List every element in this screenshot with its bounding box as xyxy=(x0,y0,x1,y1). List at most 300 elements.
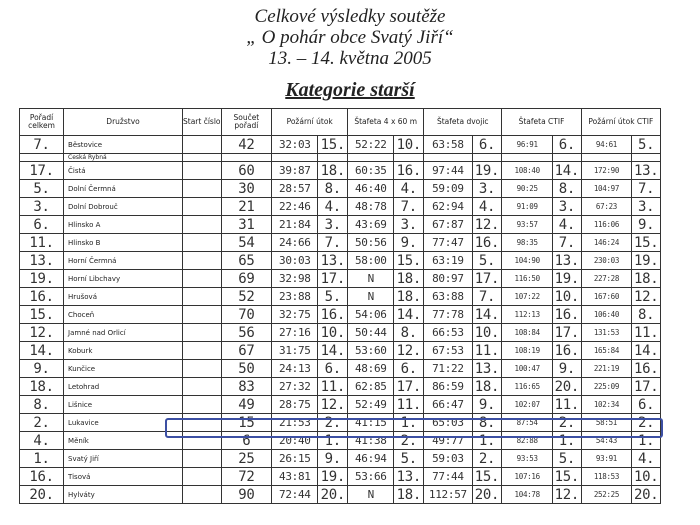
pair-place: 9. xyxy=(472,396,502,414)
sub-blank xyxy=(348,154,394,162)
start-number xyxy=(182,450,221,468)
ctif-attack-place: 15. xyxy=(632,234,661,252)
title-line-2: „ O pohár obce Svatý Jiří“ xyxy=(246,27,454,48)
relay-time: 43:69 xyxy=(348,216,394,234)
ctif-attack-time: 230:03 xyxy=(581,252,632,270)
sum: 49 xyxy=(221,396,272,414)
relay-time: 53:66 xyxy=(348,468,394,486)
relay-time: 52:49 xyxy=(348,396,394,414)
fire-attack-place: 1. xyxy=(318,432,348,450)
fire-attack-place: 9. xyxy=(318,450,348,468)
header-rank: Pořadí celkem xyxy=(20,109,64,136)
pair-time: 59:09 xyxy=(424,180,472,198)
ctif-relay-time: 93:57 xyxy=(502,216,553,234)
team-name: Hlinsko A xyxy=(64,216,183,234)
team-name: Svatý Jiří xyxy=(64,450,183,468)
sum: 15 xyxy=(221,414,272,432)
table-row xyxy=(20,162,661,180)
pair-place: 3. xyxy=(472,180,502,198)
ctif-attack-time: 58:51 xyxy=(581,414,632,432)
ctif-attack-place: 5. xyxy=(632,136,661,154)
rank: 20. xyxy=(20,486,64,504)
table-row xyxy=(20,216,661,234)
relay-place: 7. xyxy=(394,198,424,216)
sub-blank xyxy=(632,154,661,162)
pair-place: 13. xyxy=(472,360,502,378)
ctif-attack-place: 4. xyxy=(632,450,661,468)
relay-place: 5. xyxy=(394,450,424,468)
start-number xyxy=(182,306,221,324)
sub-blank xyxy=(20,154,64,162)
relay-time: 60:35 xyxy=(348,162,394,180)
pair-time: 112:57 xyxy=(424,486,472,504)
start-number xyxy=(182,378,221,396)
sub-blank xyxy=(394,154,424,162)
table-row xyxy=(20,180,661,198)
rank: 9. xyxy=(20,360,64,378)
sum: 50 xyxy=(221,360,272,378)
ctif-relay-place: 17. xyxy=(553,324,582,342)
ctif-attack-time: 104:97 xyxy=(581,180,632,198)
fire-attack-time: 39:87 xyxy=(272,162,318,180)
relay-place: 17. xyxy=(394,378,424,396)
ctif-attack-place: 14. xyxy=(632,342,661,360)
relay-place: 10. xyxy=(394,136,424,154)
ctif-relay-time: 100:47 xyxy=(502,360,553,378)
ctif-relay-time: 112:13 xyxy=(502,306,553,324)
pair-time: 71:22 xyxy=(424,360,472,378)
relay-time: 58:00 xyxy=(348,252,394,270)
table-row xyxy=(20,378,661,396)
sum: 90 xyxy=(221,486,272,504)
ctif-attack-time: 94:61 xyxy=(581,136,632,154)
ctif-relay-time: 108:40 xyxy=(502,162,553,180)
fire-attack-time: 21:84 xyxy=(272,216,318,234)
pair-time: 63:58 xyxy=(424,136,472,154)
relay-place: 18. xyxy=(394,486,424,504)
team-name: Jamné nad Orlicí xyxy=(64,324,183,342)
team-name: Běstovice xyxy=(64,136,183,154)
rank: 8. xyxy=(20,396,64,414)
start-number xyxy=(182,198,221,216)
fire-attack-place: 15. xyxy=(318,136,348,154)
ctif-attack-place: 12. xyxy=(632,288,661,306)
fire-attack-time: 32:03 xyxy=(272,136,318,154)
start-number xyxy=(182,342,221,360)
ctif-attack-place: 11. xyxy=(632,324,661,342)
relay-place: 3. xyxy=(394,216,424,234)
ctif-attack-place: 1. xyxy=(632,432,661,450)
team-name: Kunčice xyxy=(64,360,183,378)
header-pair-relay: Štafeta dvojic xyxy=(424,109,502,136)
pair-time: 59:03 xyxy=(424,450,472,468)
fire-attack-place: 20. xyxy=(318,486,348,504)
title-line-1: Celkové výsledky soutěže xyxy=(254,6,446,27)
start-number xyxy=(182,180,221,198)
pair-place: 14. xyxy=(472,306,502,324)
ctif-relay-time: 98:35 xyxy=(502,234,553,252)
relay-time: 62:85 xyxy=(348,378,394,396)
relay-time: 53:60 xyxy=(348,342,394,360)
ctif-relay-place: 15. xyxy=(553,468,582,486)
start-number xyxy=(182,234,221,252)
team-name: Hylváty xyxy=(64,486,183,504)
table-row xyxy=(20,432,661,450)
ctif-attack-time: 167:60 xyxy=(581,288,632,306)
table-row xyxy=(20,198,661,216)
pair-time: 67:53 xyxy=(424,342,472,360)
rank: 11. xyxy=(20,234,64,252)
rank: 4. xyxy=(20,432,64,450)
table-row xyxy=(20,234,661,252)
ctif-relay-place: 9. xyxy=(553,360,582,378)
fire-attack-time: 27:32 xyxy=(272,378,318,396)
rank: 5. xyxy=(20,180,64,198)
sum: 31 xyxy=(221,216,272,234)
fire-attack-time: 21:53 xyxy=(272,414,318,432)
ctif-attack-place: 6. xyxy=(632,396,661,414)
sum: 83 xyxy=(221,378,272,396)
fire-attack-place: 17. xyxy=(318,270,348,288)
pair-time: 66:47 xyxy=(424,396,472,414)
fire-attack-time: 23:88 xyxy=(272,288,318,306)
fire-attack-time: 31:75 xyxy=(272,342,318,360)
team-name: Letohrad xyxy=(64,378,183,396)
sub-blank xyxy=(553,154,582,162)
pair-time: 80:97 xyxy=(424,270,472,288)
header-fire-attack: Požární útok xyxy=(272,109,348,136)
start-number xyxy=(182,216,221,234)
ctif-relay-place: 20. xyxy=(553,378,582,396)
pair-place: 5. xyxy=(472,252,502,270)
table-row xyxy=(20,252,661,270)
relay-time: 48:78 xyxy=(348,198,394,216)
header-team: Družstvo xyxy=(64,109,183,136)
fire-attack-time: 24:13 xyxy=(272,360,318,378)
pair-place: 20. xyxy=(472,486,502,504)
sub-label-row xyxy=(20,154,661,162)
ctif-attack-time: 225:09 xyxy=(581,378,632,396)
rank: 18. xyxy=(20,378,64,396)
relay-time: N xyxy=(348,270,394,288)
ctif-relay-place: 10. xyxy=(553,288,582,306)
ctif-attack-place: 19. xyxy=(632,252,661,270)
team-name: Hlinsko B xyxy=(64,234,183,252)
pair-place: 2. xyxy=(472,450,502,468)
team-name: Dolní Dobrouč xyxy=(64,198,183,216)
fire-attack-time: 20:40 xyxy=(272,432,318,450)
header-ctif-relay: Štafeta CTIF xyxy=(502,109,581,136)
pair-time: 63:19 xyxy=(424,252,472,270)
relay-place: 2. xyxy=(394,432,424,450)
ctif-attack-time: 102:34 xyxy=(581,396,632,414)
fire-attack-place: 19. xyxy=(318,468,348,486)
start-number xyxy=(182,252,221,270)
relay-place: 18. xyxy=(394,288,424,306)
relay-place: 13. xyxy=(394,468,424,486)
ctif-relay-place: 16. xyxy=(553,342,582,360)
relay-time: N xyxy=(348,288,394,306)
relay-place: 4. xyxy=(394,180,424,198)
sum: 54 xyxy=(221,234,272,252)
sub-blank xyxy=(221,154,272,162)
relay-time: 48:69 xyxy=(348,360,394,378)
sum: 42 xyxy=(221,136,272,154)
rank: 15. xyxy=(20,306,64,324)
pair-place: 8. xyxy=(472,414,502,432)
fire-attack-place: 6. xyxy=(318,360,348,378)
start-number xyxy=(182,324,221,342)
ctif-attack-time: 93:91 xyxy=(581,450,632,468)
sum: 6 xyxy=(221,432,272,450)
fire-attack-time: 72:44 xyxy=(272,486,318,504)
ctif-relay-place: 8. xyxy=(553,180,582,198)
sum: 21 xyxy=(221,198,272,216)
rank: 16. xyxy=(20,468,64,486)
team-name: Lišnice xyxy=(64,396,183,414)
header-row xyxy=(20,109,661,136)
fire-attack-place: 5. xyxy=(318,288,348,306)
sub-blank xyxy=(318,154,348,162)
relay-time: 41:15 xyxy=(348,414,394,432)
start-number xyxy=(182,432,221,450)
table-row xyxy=(20,270,661,288)
fire-attack-time: 30:03 xyxy=(272,252,318,270)
rank: 6. xyxy=(20,216,64,234)
relay-place: 12. xyxy=(394,342,424,360)
pair-time: 86:59 xyxy=(424,378,472,396)
sub-blank xyxy=(272,154,318,162)
sub-blank xyxy=(502,154,553,162)
relay-place: 6. xyxy=(394,360,424,378)
fire-attack-place: 7. xyxy=(318,234,348,252)
fire-attack-time: 28:75 xyxy=(272,396,318,414)
pair-time: 65:03 xyxy=(424,414,472,432)
ctif-relay-place: 7. xyxy=(553,234,582,252)
ctif-attack-time: 67:23 xyxy=(581,198,632,216)
ctif-attack-time: 116:06 xyxy=(581,216,632,234)
pair-time: 66:53 xyxy=(424,324,472,342)
relay-place: 1. xyxy=(394,414,424,432)
fire-attack-place: 16. xyxy=(318,306,348,324)
relay-place: 9. xyxy=(394,234,424,252)
table-row xyxy=(20,450,661,468)
relay-place: 16. xyxy=(394,162,424,180)
ctif-relay-place: 19. xyxy=(553,270,582,288)
ctif-attack-time: 221:19 xyxy=(581,360,632,378)
relay-place: 18. xyxy=(394,270,424,288)
ctif-attack-place: 3. xyxy=(632,198,661,216)
team-name: Choceň xyxy=(64,306,183,324)
start-number xyxy=(182,396,221,414)
relay-time: 50:56 xyxy=(348,234,394,252)
relay-place: 11. xyxy=(394,396,424,414)
sum: 72 xyxy=(221,468,272,486)
pair-place: 4. xyxy=(472,198,502,216)
ctif-attack-place: 7. xyxy=(632,180,661,198)
pair-place: 7. xyxy=(472,288,502,306)
start-number xyxy=(182,414,221,432)
pair-place: 6. xyxy=(472,136,502,154)
fire-attack-time: 32:75 xyxy=(272,306,318,324)
header-sum: Součet pořadí xyxy=(221,109,272,136)
fire-attack-place: 10. xyxy=(318,324,348,342)
sum: 70 xyxy=(221,306,272,324)
ctif-attack-place: 9. xyxy=(632,216,661,234)
ctif-relay-time: 116:65 xyxy=(502,378,553,396)
ctif-relay-time: 104:90 xyxy=(502,252,553,270)
table-row xyxy=(20,486,661,504)
sum: 25 xyxy=(221,450,272,468)
rank: 17. xyxy=(20,162,64,180)
results-table xyxy=(19,108,661,504)
ctif-relay-time: 116:50 xyxy=(502,270,553,288)
pair-place: 1. xyxy=(472,432,502,450)
pair-place: 10. xyxy=(472,324,502,342)
rank: 16. xyxy=(20,288,64,306)
table-row xyxy=(20,396,661,414)
sum: 30 xyxy=(221,180,272,198)
fire-attack-place: 12. xyxy=(318,396,348,414)
rank: 2. xyxy=(20,414,64,432)
sum: 60 xyxy=(221,162,272,180)
ctif-attack-place: 18. xyxy=(632,270,661,288)
team-name: Horní Čermná xyxy=(64,252,183,270)
ctif-attack-time: 252:25 xyxy=(581,486,632,504)
sum: 65 xyxy=(221,252,272,270)
fire-attack-place: 13. xyxy=(318,252,348,270)
rank: 3. xyxy=(20,198,64,216)
pair-place: 11. xyxy=(472,342,502,360)
ctif-attack-time: 146:24 xyxy=(581,234,632,252)
ctif-attack-place: 17. xyxy=(632,378,661,396)
team-name: Hrušová xyxy=(64,288,183,306)
ctif-attack-time: 118:53 xyxy=(581,468,632,486)
header-start: Start číslo xyxy=(182,109,221,136)
relay-time: 46:40 xyxy=(348,180,394,198)
table-row xyxy=(20,468,661,486)
sum: 69 xyxy=(221,270,272,288)
ctif-attack-time: 172:90 xyxy=(581,162,632,180)
fire-attack-time: 24:66 xyxy=(272,234,318,252)
pair-time: 77:78 xyxy=(424,306,472,324)
sum: 56 xyxy=(221,324,272,342)
relay-time: 52:22 xyxy=(348,136,394,154)
pair-time: 49:77 xyxy=(424,432,472,450)
relay-time: N xyxy=(348,486,394,504)
relay-place: 15. xyxy=(394,252,424,270)
sub-blank xyxy=(472,154,502,162)
ctif-attack-place: 20. xyxy=(632,486,661,504)
ctif-relay-place: 2. xyxy=(553,414,582,432)
ctif-relay-place: 5. xyxy=(553,450,582,468)
pair-place: 17. xyxy=(472,270,502,288)
pair-place: 16. xyxy=(472,234,502,252)
sub-blank xyxy=(581,154,632,162)
rank: 13. xyxy=(20,252,64,270)
category-title: Kategorie starší xyxy=(285,79,415,101)
fire-attack-place: 11. xyxy=(318,378,348,396)
start-number xyxy=(182,486,221,504)
rank: 19. xyxy=(20,270,64,288)
ctif-relay-time: 87:54 xyxy=(502,414,553,432)
ctif-relay-place: 12. xyxy=(553,486,582,504)
ctif-relay-time: 107:16 xyxy=(502,468,553,486)
start-number xyxy=(182,162,221,180)
fire-attack-place: 8. xyxy=(318,180,348,198)
team-name: Horní Libchavy xyxy=(64,270,183,288)
team-name: Měník xyxy=(64,432,183,450)
fire-attack-place: 4. xyxy=(318,198,348,216)
pair-time: 62:94 xyxy=(424,198,472,216)
ctif-relay-place: 3. xyxy=(553,198,582,216)
fire-attack-place: 2. xyxy=(318,414,348,432)
start-number xyxy=(182,360,221,378)
ctif-relay-time: 108:19 xyxy=(502,342,553,360)
ctif-relay-place: 6. xyxy=(553,136,582,154)
rank: 1. xyxy=(20,450,64,468)
fire-attack-time: 32:98 xyxy=(272,270,318,288)
pair-time: 77:47 xyxy=(424,234,472,252)
ctif-relay-time: 82:88 xyxy=(502,432,553,450)
fire-attack-time: 22:46 xyxy=(272,198,318,216)
team-name: Čistá xyxy=(64,162,183,180)
ctif-relay-time: 108:84 xyxy=(502,324,553,342)
fire-attack-time: 26:15 xyxy=(272,450,318,468)
ctif-relay-time: 107:22 xyxy=(502,288,553,306)
ctif-relay-place: 4. xyxy=(553,216,582,234)
pair-time: 97:44 xyxy=(424,162,472,180)
ctif-attack-time: 131:53 xyxy=(581,324,632,342)
ctif-relay-place: 16. xyxy=(553,306,582,324)
ctif-relay-time: 91:09 xyxy=(502,198,553,216)
table-row xyxy=(20,360,661,378)
ctif-relay-time: 93:53 xyxy=(502,450,553,468)
ctif-attack-time: 165:84 xyxy=(581,342,632,360)
header-ctif-attack: Požární útok CTIF xyxy=(581,109,660,136)
sum: 52 xyxy=(221,288,272,306)
ctif-relay-place: 1. xyxy=(553,432,582,450)
table-row xyxy=(20,324,661,342)
pair-time: 67:87 xyxy=(424,216,472,234)
pair-time: 63:88 xyxy=(424,288,472,306)
team-name: Lukavice xyxy=(64,414,183,432)
fire-attack-time: 43:81 xyxy=(272,468,318,486)
rank: 14. xyxy=(20,342,64,360)
relay-time: 46:94 xyxy=(348,450,394,468)
ctif-relay-time: 102:07 xyxy=(502,396,553,414)
start-number xyxy=(182,468,221,486)
team-name: Dolní Čermná xyxy=(64,180,183,198)
start-number xyxy=(182,288,221,306)
sub-label: Česká Rybná xyxy=(64,154,183,162)
table-row xyxy=(20,342,661,360)
sub-blank xyxy=(424,154,472,162)
pair-place: 12. xyxy=(472,216,502,234)
ctif-attack-place: 10. xyxy=(632,468,661,486)
relay-time: 54:06 xyxy=(348,306,394,324)
table-row xyxy=(20,288,661,306)
relay-place: 8. xyxy=(394,324,424,342)
team-name: Koburk xyxy=(64,342,183,360)
fire-attack-place: 3. xyxy=(318,216,348,234)
fire-attack-time: 27:16 xyxy=(272,324,318,342)
ctif-attack-time: 106:40 xyxy=(581,306,632,324)
ctif-relay-time: 104:78 xyxy=(502,486,553,504)
sub-blank xyxy=(182,154,221,162)
fire-attack-place: 18. xyxy=(318,162,348,180)
start-number xyxy=(182,270,221,288)
